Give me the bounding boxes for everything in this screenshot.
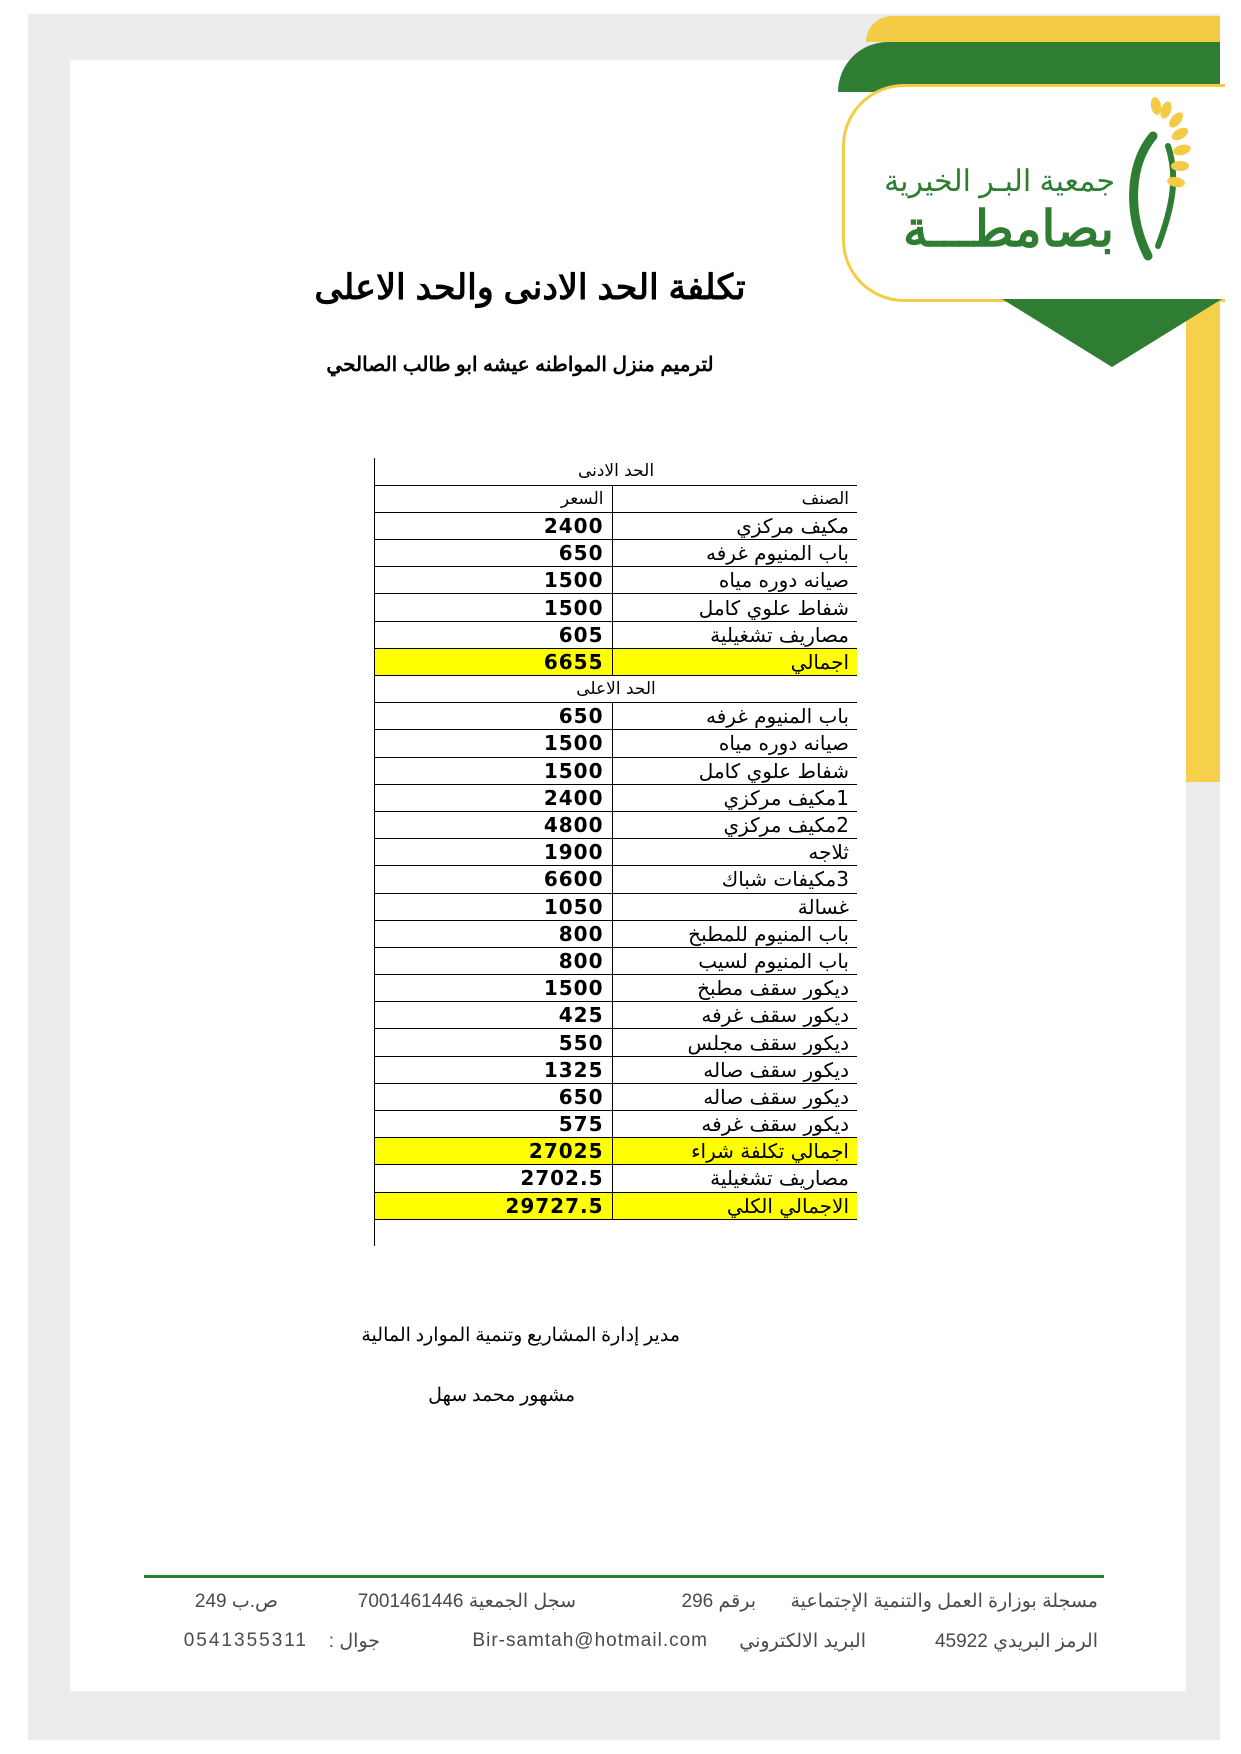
cost-table-body [375,458,857,1219]
table-row [375,540,857,567]
logo-org-name: جمعية البـر الخيرية [884,165,1115,198]
table-section-header [375,676,857,703]
price-cell: 1900 [375,839,612,866]
price-cell: 800 [375,947,612,974]
price-cell: 6600 [375,866,612,893]
price-cell: 1500 [375,594,612,621]
footer-pobox: ص.ب 249 [194,1591,278,1612]
item-cell: اجمالي تكلفة شراء [612,1138,857,1165]
item-cell: ديكور سقف صاله [612,1056,857,1083]
price-cell: 27025 [375,1138,612,1165]
table-row [375,485,857,512]
table-row [375,1029,857,1056]
item-cell: صيانه دوره مياه [612,730,857,757]
item-cell: مكيف مركزي [612,512,857,539]
item-cell: شفاط علوي كامل [612,757,857,784]
item-cell: ديكور سقف مطبخ [612,975,857,1002]
footer-postal-code: الرمز البريدي 45922 [934,1631,1098,1652]
price-cell: 1050 [375,893,612,920]
price-cell: 1500 [375,567,612,594]
table-row [375,1002,857,1029]
table-row [375,1056,857,1083]
item-cell: مصاريف تشغيلية [612,1165,857,1192]
table-total-row [375,648,857,675]
item-cell: مصاريف تشغيلية [612,621,857,648]
table-row [375,947,857,974]
price-cell: 1500 [375,757,612,784]
item-cell: باب المنيوم غرفه [612,703,857,730]
table-row [375,1083,857,1110]
item-cell: غسالة [612,893,857,920]
table-section-header [375,458,857,485]
item-cell: 1مكيف مركزي [612,784,857,811]
table-row [375,703,857,730]
table-row [375,839,857,866]
table-row [375,621,857,648]
footer-email[interactable]: Bir-samtah@hotmail.com [472,1630,708,1651]
item-cell: ديكور سقف غرفه [612,1111,857,1138]
item-cell: الصنف [612,485,857,512]
page-title: تكلفة الحد الادنى والحد الاعلى [314,268,746,307]
table-row [375,594,857,621]
section-label: الحد الاعلى [375,676,857,703]
footer-registration-number: برقم 296 [681,1591,756,1612]
table-row [375,811,857,838]
footer-email-label: البريد الالكتروني [739,1631,866,1652]
item-cell: صيانه دوره مياه [612,567,857,594]
table-row [375,1111,857,1138]
table-total-row [375,1192,857,1219]
signatory-title: مدير إدارة المشاريع وتنمية الموارد المالية [361,1325,680,1346]
item-cell: باب المنيوم للمطبخ [612,920,857,947]
table-row [375,784,857,811]
footer-row-2 [150,1630,1098,1660]
item-cell: باب المنيوم لسيب [612,947,857,974]
wheat-emblem-icon [1118,96,1196,261]
price-cell: 550 [375,1029,612,1056]
footer-mobile: 0541355311 [183,1630,308,1651]
logo-city-name: بصامطـــة [902,201,1114,257]
footer-divider [144,1575,1104,1578]
item-cell: شفاط علوي كامل [612,594,857,621]
table-row [375,893,857,920]
price-cell: 4800 [375,811,612,838]
footer-row-1 [150,1590,1098,1620]
table-total-row [375,1138,857,1165]
signatory-name: مشهور محمد سهل [428,1385,575,1406]
cost-table [375,458,857,1220]
price-cell: 2702.5 [375,1165,612,1192]
price-cell: 650 [375,1083,612,1110]
table-row [375,567,857,594]
section-label: الحد الادنى [375,458,857,485]
price-cell: 575 [375,1111,612,1138]
footer-registered: مسجلة بوزارة العمل والتنمية الإجتماعية [790,1591,1098,1612]
price-cell: 1500 [375,975,612,1002]
price-cell: 605 [375,621,612,648]
price-cell: 1500 [375,730,612,757]
price-cell: 650 [375,540,612,567]
item-cell: ديكور سقف صاله [612,1083,857,1110]
footer-registry: سجل الجمعية 7001461446 [357,1591,576,1612]
item-cell: ثلاجه [612,839,857,866]
table-row [375,920,857,947]
item-cell: الاجمالي الكلي [612,1192,857,1219]
price-cell: 650 [375,703,612,730]
price-cell: 425 [375,1002,612,1029]
price-cell: 800 [375,920,612,947]
price-cell: 29727.5 [375,1192,612,1219]
table-row [375,1165,857,1192]
item-cell: 2مكيف مركزي [612,811,857,838]
logo-green-triangle [1002,299,1222,367]
price-cell: 1325 [375,1056,612,1083]
item-cell: اجمالي [612,648,857,675]
page-subtitle: لترميم منزل المواطنه عيشه ابو طالب الصالحي [326,354,714,376]
table-row [375,757,857,784]
item-cell: ديكور سقف مجلس [612,1029,857,1056]
table-row [375,975,857,1002]
price-cell: 2400 [375,512,612,539]
price-cell: السعر [375,485,612,512]
table-row [375,512,857,539]
table-row [375,730,857,757]
logo-yellow-stripe [866,16,1220,42]
price-cell: 6655 [375,648,612,675]
item-cell: باب المنيوم غرفه [612,540,857,567]
table-row [375,866,857,893]
price-cell: 2400 [375,784,612,811]
footer-mobile-label: جوال : [328,1631,380,1652]
item-cell: 3مكيفات شباك [612,866,857,893]
item-cell: ديكور سقف غرفه [612,1002,857,1029]
